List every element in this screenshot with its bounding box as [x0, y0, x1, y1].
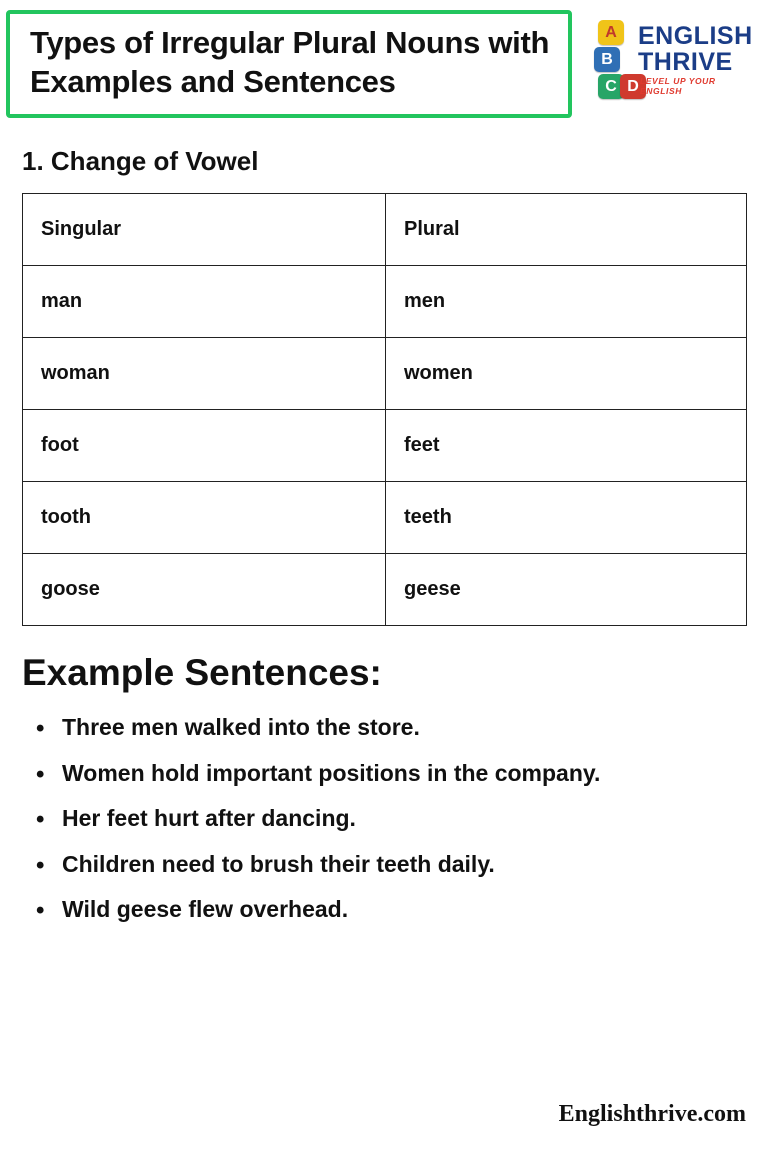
table-cell-plural: men: [386, 266, 747, 338]
table-row: [23, 266, 747, 338]
table-cell-singular: man: [23, 266, 386, 338]
table-row: [23, 410, 747, 482]
examples-heading: Example Sentences:: [22, 652, 382, 693]
footer-site-name: Englishthrive.com: [558, 1101, 746, 1127]
logo-tagline: LEVEL UP YOUR ENGLISH: [640, 76, 716, 96]
logo-block-a: A: [598, 20, 624, 45]
logo-letter-blocks: [594, 20, 638, 101]
table-cell-plural: geese: [386, 554, 747, 626]
table-cell-plural: teeth: [386, 482, 747, 554]
table-row: [23, 482, 747, 554]
list-item: • Her feet hurt after dancing.: [62, 799, 672, 839]
table-header-plural: Plural: [386, 194, 747, 266]
table-cell-plural: feet: [386, 410, 747, 482]
table-cell-singular: tooth: [23, 482, 386, 554]
table-cell-singular: goose: [23, 554, 386, 626]
title-box: [6, 10, 572, 118]
table-cell-singular: foot: [23, 410, 386, 482]
logo-wordmark-thrive: THRIVE: [638, 48, 733, 76]
page-header: [0, 0, 768, 118]
table-cell-singular: woman: [23, 338, 386, 410]
singular-plural-table: [22, 193, 747, 626]
logo-block-c: C: [598, 74, 624, 99]
logo-block-b: B: [594, 47, 620, 72]
table-header-singular: Singular: [23, 194, 386, 266]
section-heading: 1. Change of Vowel: [22, 146, 259, 176]
list-item: • Three men walked into the store.: [62, 708, 672, 748]
list-item: • Wild geese flew overhead.: [62, 890, 672, 930]
table-row: [23, 338, 747, 410]
logo-block-d: D: [620, 74, 646, 99]
table-header-row: [23, 194, 747, 266]
logo-wordmark-english: ENGLISH: [638, 22, 753, 50]
table-cell-plural: women: [386, 338, 747, 410]
example-sentences-list: [0, 708, 768, 930]
page-title: Types of Irregular Plural Nouns with Examples and Sentences: [30, 24, 550, 99]
list-item: • Women hold important positions in the company.: [62, 754, 672, 794]
table-row: [23, 554, 747, 626]
list-item: • Children need to brush their teeth daily.: [62, 845, 672, 885]
brand-logo: [594, 18, 753, 98]
